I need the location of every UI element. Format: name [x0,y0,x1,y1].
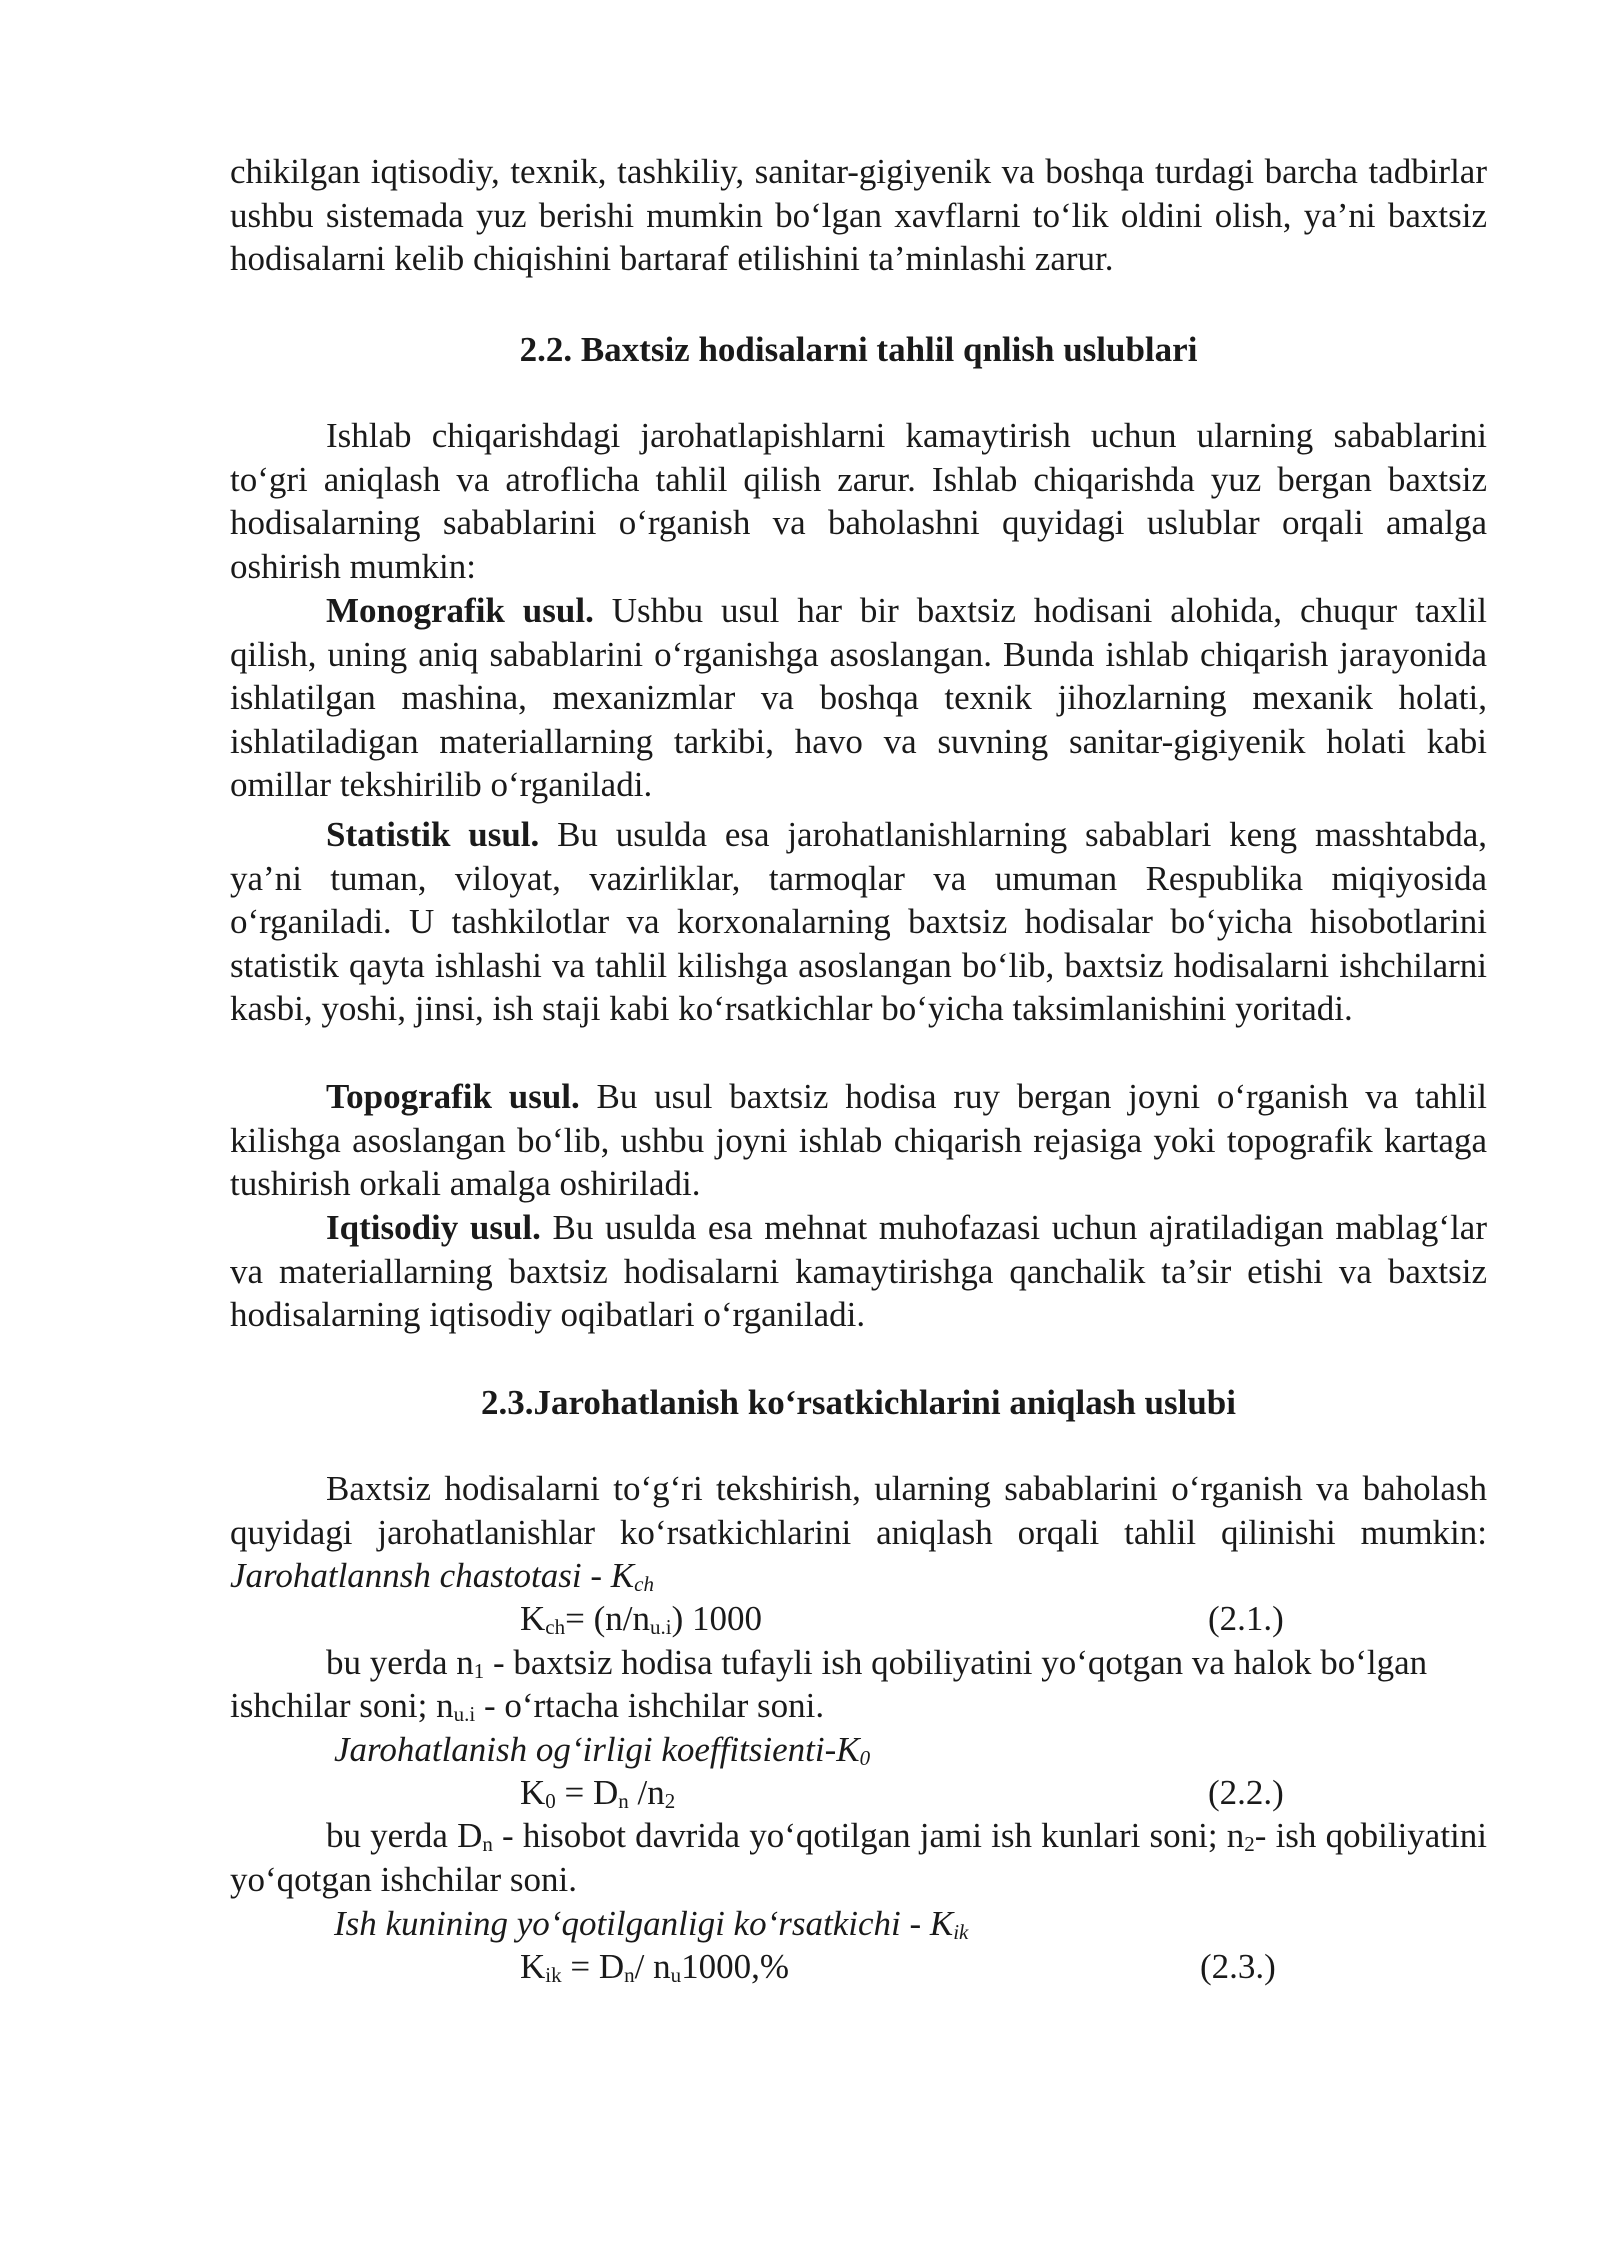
formula-2-2: $K_0 = D_n$ $/n_2$ [520,1773,676,1813]
equation-number-2-1: (2.1.) [1208,1599,1284,1638]
method-text: Bu usulda esa mehnat muhofazasi uchun ajratiladigan mablag‘lar va materiallarning baxtsiz hodisalarni kamaytirishga qanchalik ta’sir etishi va baxtsiz hodisalarning iqtisodiy oqibatlari o‘rganiladi. [230,1208,1487,1334]
indicator-label-2: Jarohatlanish og‘irligi koeffitsienti-$K_0$ [334,1730,871,1770]
formula-2-1-explanation-line-1: bu yerda $n_1$ - baxtsiz hodisa tufayli ish qobiliyatini yo‘qotgan va halok bo‘lgan [326,1643,1428,1683]
section-2-3-intro [230,1467,1487,1598]
method-monografik [230,589,1487,807]
top-paragraph: chikilgan iqtisodiy, texnik, tashkiliy, sanitar-gigiyenik va boshqa turdagi barcha tadbirlar ushbu sistemada yuz berishi mumkin bo‘lgan xavflarni to‘lik oldini olish, ya’ni baxtsiz hodisalarni kelib chiqishini bartaraf etilishini ta’minlashi zarur. [230,152,1487,278]
method-text: Bu usulda esa jarohatlanishlarning sabablari keng masshtabda, ya’ni tuman, viloyat, vazirliklar, tarmoqlar va umuman Respublika miqiyosida o‘rganiladi. U tashkilotlar va korxonalarning baxtsiz hodisalar bo‘yicha hisobotlarini statistik qayta ishlashi va tahlil kilishga asoslangan bo‘lib, baxtsiz hodisalarni ishchilarni kasbi, yoshi, jinsi, ish staji kabi ko‘rsatkichlar bo‘yicha taksimlanishini yoritadi. [230,815,1487,1028]
section-heading-2-3: 2.3.Jarohatlanish ko‘rsatkichlarini aniqlash uslubi [481,1383,1236,1422]
formula-2-1-explanation-line-2: ishchilar soni; $n_{u.i}$ - o‘rtacha ishchilar soni. [230,1686,825,1726]
method-term: Monografik usul. [326,591,594,630]
method-term: Topografik usul. [326,1077,580,1116]
method-text: Ushbu usul har bir baxtsiz hodisani alohida, chuqur taxlil qilish, uning aniq sabablarini o‘rganishga asoslangan. Bunda ishlab chiqarish jarayonida ishlatilgan mashina, mexanizmlar va boshqa texnik jihozlarning mexanik holati, ishlatiladigan materiallarning tarkibi, havo va suvning sanitar-gigiyenik holati kabi omillar tekshirilib o‘rganiladi. [230,591,1487,804]
indicator-label: Jarohatlannsh chastotasi - $K_{ch}$ [230,1556,654,1596]
section-2-2-intro: Ishlab chiqarishdagi jarohatlapishlarni kamaytirish uchun ularning sabablarini to‘gri aniqlash va atroflicha tahlil qilish zarur. Ishlab chiqarishda yuz bergan baxtsiz hodisalarning sabablarini o‘rganish va baholashni quyidagi uslublar orqali amalga oshirish mumkin: [230,416,1487,586]
method-statistik [230,813,1487,1031]
method-term: Statistik usul. [326,815,540,854]
indicator-label-3: Ish kunining yo‘qotilganligi ko‘rsatkichi - $K_{ik}$ [334,1904,969,1944]
method-text: Bu usul baxtsiz hodisa ruy bergan joyni o‘rganish va tahlil kilishga asoslangan bo‘lib, ushbu joyni ishlab chiqarish rejasiga yoki topografik kartaga tushirish orkali amalga oshiriladi. [230,1077,1487,1203]
intro-text: Baxtsiz hodisalarni to‘g‘ri tekshirish, ularning sabablarini o‘rganish va baholash quyidagi jarohatlanishlar ko‘rsatkichlarini aniqlash orqali tahlil qilinishi mumkin: [230,1469,1487,1552]
formula-2-1: $K_{ch}= (n/n_{u.i})$ 1000 [520,1599,762,1639]
method-iqtisodiy [230,1206,1487,1337]
method-topografik [230,1075,1487,1206]
equation-number-2-3: (2.3.) [1200,1947,1276,1986]
equation-number-2-2: (2.2.) [1208,1773,1284,1812]
formula-2-3: $K_{ik} = D_n/$ $n_u1000,\%$ [520,1947,790,1987]
formula-2-2-explanation: bu yerda $D_n$ - hisobot davrida yo‘qotilgan jami ish kunlari soni; $n_2-$ ish qobiliyatini yo‘qotgan ishchilar soni. [230,1816,1488,1899]
section-heading-2-2: 2.2. Baxtsiz hodisalarni tahlil qnlish uslublari [519,330,1198,369]
method-term: Iqtisodiy usul. [326,1208,541,1247]
